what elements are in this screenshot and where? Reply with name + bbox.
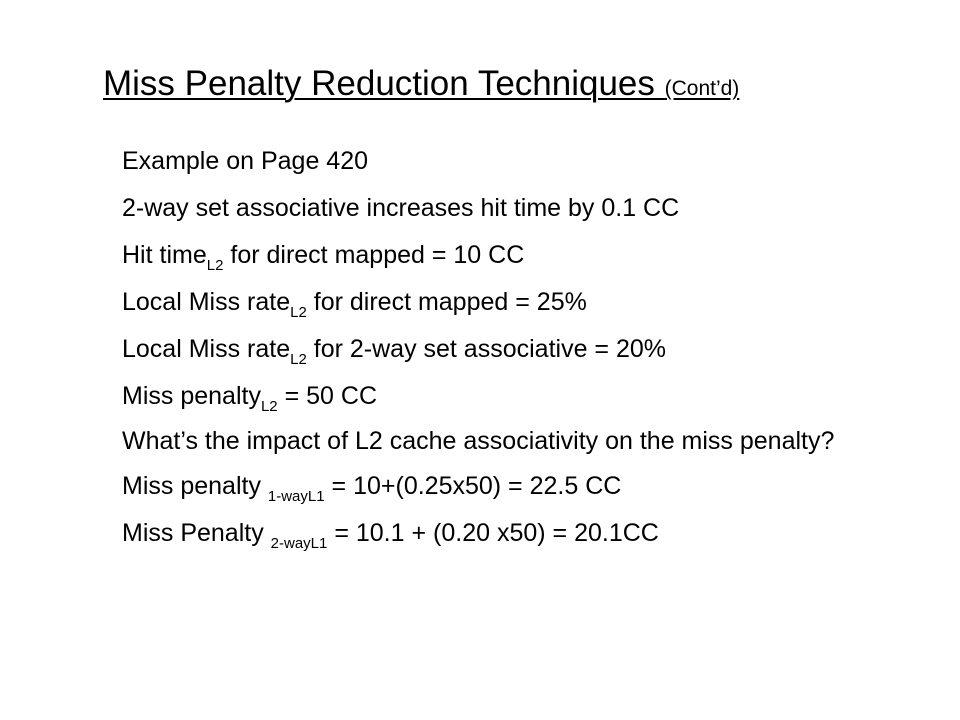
line-text: What’s the impact of L2 cache associativity on the miss penalty?: [122, 427, 835, 455]
line-text: = 10+(0.25x50) = 22.5 CC: [324, 472, 622, 500]
subscript: L2: [290, 350, 307, 368]
subscript: L2: [290, 303, 307, 321]
line-text: Local Miss rate: [122, 335, 291, 363]
subscript: 2-wayL1: [270, 534, 328, 552]
line-text: Miss Penalty: [122, 519, 271, 547]
line-text: Hit time: [122, 241, 207, 269]
slide-body: [122, 143, 922, 562]
line-text: Miss penalty: [122, 382, 261, 410]
line-text: for direct mapped = 10 CC: [223, 241, 525, 269]
subscript: 1-wayL1: [267, 487, 325, 505]
subscript: L2: [206, 256, 224, 274]
text-line-example: [122, 143, 922, 180]
text-line-miss-rate-direct: [122, 284, 922, 321]
line-text: for direct mapped = 25%: [306, 288, 587, 316]
line-text: Local Miss rate: [122, 288, 291, 316]
text-line-question: [122, 425, 922, 458]
text-line-hit-time-increase: [122, 190, 922, 227]
text-line-miss-penalty-1way: [122, 468, 922, 505]
line-text: for 2-way set associative = 20%: [306, 335, 667, 363]
text-line-miss-penalty-l2: [122, 378, 922, 415]
text-line-hit-time-l2: [122, 237, 922, 274]
subscript: L2: [260, 397, 278, 415]
slide-title-subtitle: (Cont’d): [664, 77, 740, 100]
line-text: = 10.1 + (0.20 x50) = 20.1CC: [327, 519, 659, 547]
slide-title-main: Miss Penalty Reduction Techniques: [103, 64, 665, 103]
text-line-miss-rate-2way: [122, 331, 922, 368]
slide-title: [103, 66, 739, 101]
line-text: Example on Page 420: [122, 147, 369, 175]
line-text: = 50 CC: [277, 382, 377, 410]
text-line-miss-penalty-2way: [122, 515, 922, 552]
line-text: Miss penalty: [122, 472, 268, 500]
line-text: 2-way set associative increases hit time by 0.1 CC: [122, 194, 680, 222]
